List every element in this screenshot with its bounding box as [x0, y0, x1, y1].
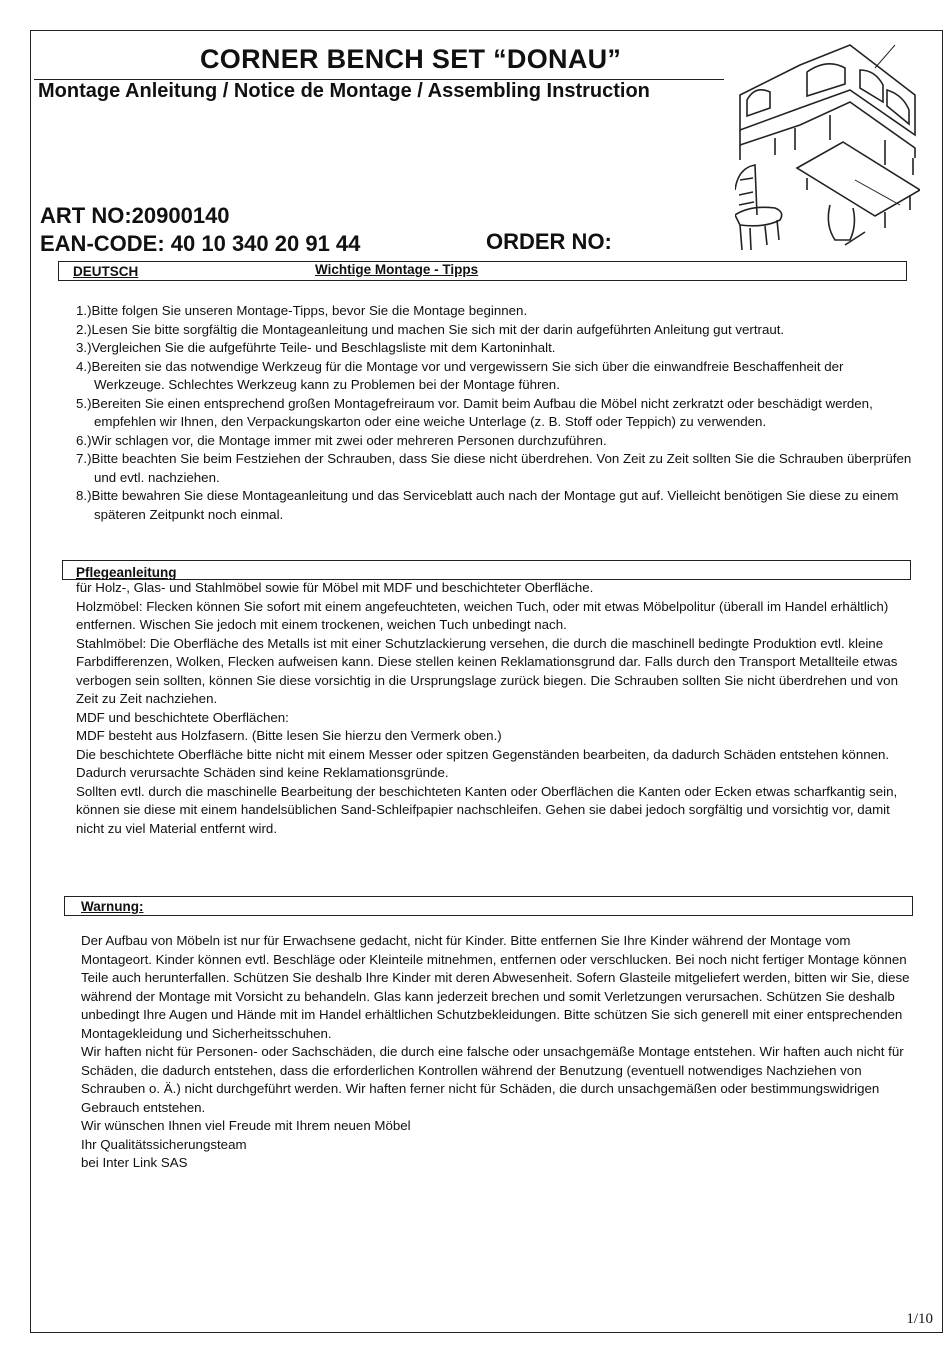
care-paragraph-steel: Stahlmöbel: Die Oberfläche des Metalls ist mit einer Schutzlackierung versehen, die durch die maschinell bedingte Produktion evtl. kleine Farbdifferenzen, Wolken, Flecken aufweisen kann. Diese stellen keinen Reklamationsgrund dar. Falls durch den Transport Metallteile etwas verbogen sein sollten, können Sie diese vorsichtig in die Ursprungslage zurück biegen. Die Schrauben sollten Sie nicht überdrehen und von Zeit zu Zeit nachziehen.	[76, 635, 898, 706]
warning-heading: Warnung:	[81, 899, 144, 914]
warning-text	[81, 932, 911, 1173]
tips-section-header	[58, 261, 907, 281]
list-item: 6.)Wir schlagen vor, die Montage immer mit zwei oder mehreren Personen durchzuführen.	[76, 432, 607, 448]
tips-list	[76, 302, 916, 524]
company-signature: bei Inter Link SAS	[81, 1155, 188, 1170]
warning-paragraph: Der Aufbau von Möbeln ist nur für Erwachsene gedacht, nicht für Kinder. Bitte entfernen Sie Ihre Kinder während der Montage vom Montageort. Kinder können evtl. Beschläge oder Kleinteile mitnehmen, entfernen oder verschlucken. Bei noch nicht fertiger Montage können Teile auch herunterfallen. Schützen Sie deshalb Ihre Kinder mit deren Abwesenheit. Sofern Glasteile mitgeliefert werden, bitten wir Sie, diese während der Montage mit Vorsicht zu behandeln. Glas kann jederzeit brechen und somit Verletzungen verursachen. Schützen Sie deshalb unbedingt Ihre Augen und Hände mit im Handel erhältlichen Schutzbekleidungen. Bitte schützen Sie sich generell mit einer entsprechenden Montagekleidung und Sicherheitsschuhen.	[81, 933, 910, 1041]
list-item: 8.)Bitte bewahren Sie diese Montageanleitung und das Serviceblatt auch nach der Montage gut auf. Vielleicht benötigen Sie diese zu einem späteren Zeitpunkt noch einmal.	[76, 488, 899, 522]
list-item: 1.)Bitte folgen Sie unseren Montage-Tipps, bevor Sie die Montage beginnen.	[76, 303, 528, 318]
mdf-heading: MDF und beschichtete Oberflächen:	[76, 709, 289, 725]
care-paragraph-wood: Holzmöbel: Flecken können Sie sofort mit einem angefeuchteten, weichen Tuch, oder mit etwas Möbelpolitur (überall im Handel erhältlich) entfernen. Wischen Sie jedoch mit einem trockenen, weichen Tuch unbedingt nach.	[76, 598, 889, 632]
list-item: 4.)Bereiten sie das notwendige Werkzeug für die Montage vor und vergewissern Sie sich über die einwandfreie Beschaffenheit der Werkzeuge. Schlechtes Werkzeug kann zu Problemen bei der Montage führen.	[76, 358, 844, 392]
list-item: 5.)Bereiten Sie einen entsprechend großen Montagefreiraum vor. Damit beim Aufbau die Möbel nicht zerkratzt oder beschädigt werden, empfehlen wir Ihnen, den Verpackungskarton oder eine weiche Unterlage (z. B. Stoff oder Teppich) zu verwenden.	[76, 395, 873, 429]
care-heading: Pflegeanleitung	[76, 565, 177, 580]
ean-code: EAN-CODE: 40 10 340 20 91 44	[40, 231, 361, 256]
liability-paragraph: Wir haften nicht für Personen- oder Sachschäden, die durch eine falsche oder unsachgemäße Montage entstehen. Wir haften auch nicht für Schäden, die dadurch entstehen, dass die erforderlichen Kontrollen während der Benutzung (eventuell notwendiges Nachziehen von Schrauben o. Ä.) nicht durchgeführt werden. Wir haften ferner nicht für Schäden, die durch unsachgemäßen oder bestimmungswidrigen Gebrauch entstehen.	[81, 1044, 904, 1115]
mdf-line: Die beschichtete Oberfläche bitte nicht mit einem Messer oder spitzen Gegenständen bearbeiten, da dadurch Schäden entstehen können. Dadurch verursachte Schäden sind keine Reklamationsgründe.	[76, 746, 890, 780]
order-number-label: ORDER NO:	[486, 229, 612, 254]
document-subtitle: Montage Anleitung / Notice de Montage / Assembling Instruction	[38, 80, 650, 102]
care-section-header	[62, 560, 911, 580]
page-number: 1/10	[906, 1311, 933, 1327]
mdf-line: MDF besteht aus Holzfasern. (Bitte lesen Sie hierzu den Vermerk oben.)	[76, 728, 502, 743]
language-label: DEUTSCH	[73, 264, 139, 279]
tips-heading: Wichtige Montage - Tipps	[315, 262, 479, 277]
list-item: 7.)Bitte beachten Sie beim Festziehen der Schrauben, dass Sie diese nicht überdrehen. Von Zeit zu Zeit sollten Sie die Schrauben überprüfen und evtl. nachziehen.	[76, 451, 912, 485]
closing-line: Wir wünschen Ihnen viel Freude mit Ihrem neuen Möbel	[81, 1118, 411, 1133]
closing-team: Ihr Qualitätssicherungsteam	[81, 1136, 247, 1152]
article-number: ART NO:20900140	[40, 203, 230, 228]
document-title: CORNER BENCH SET “DONAU”	[200, 44, 622, 74]
warning-section-header	[64, 896, 913, 916]
corner-bench-set-illustration	[735, 40, 920, 250]
mdf-line: Sollten evtl. durch die maschinelle Bearbeitung der beschichteten Kanten oder Oberflächen die Kanten oder Ecken etwas scharfkantig sein, können sie diese mit einem handelsüblichen Sand-Schleifpapier nachschleifen. Gehen sie dabei jedoch sorgfältig und vorsichtig vor, damit nicht zu viel Material entfernt wird.	[76, 783, 898, 836]
list-item: 3.)Vergleichen Sie die aufgeführte Teile- und Beschlagsliste mit dem Kartoninhalt.	[76, 340, 556, 355]
care-text	[76, 579, 911, 838]
care-intro: für Holz-, Glas- und Stahlmöbel sowie für Möbel mit MDF und beschichteter Oberfläche.	[76, 580, 594, 595]
list-item: 2.)Lesen Sie bitte sorgfältig die Montageanleitung und machen Sie sich mit der darin aufgeführten Anleitung gut vertraut.	[76, 321, 785, 337]
